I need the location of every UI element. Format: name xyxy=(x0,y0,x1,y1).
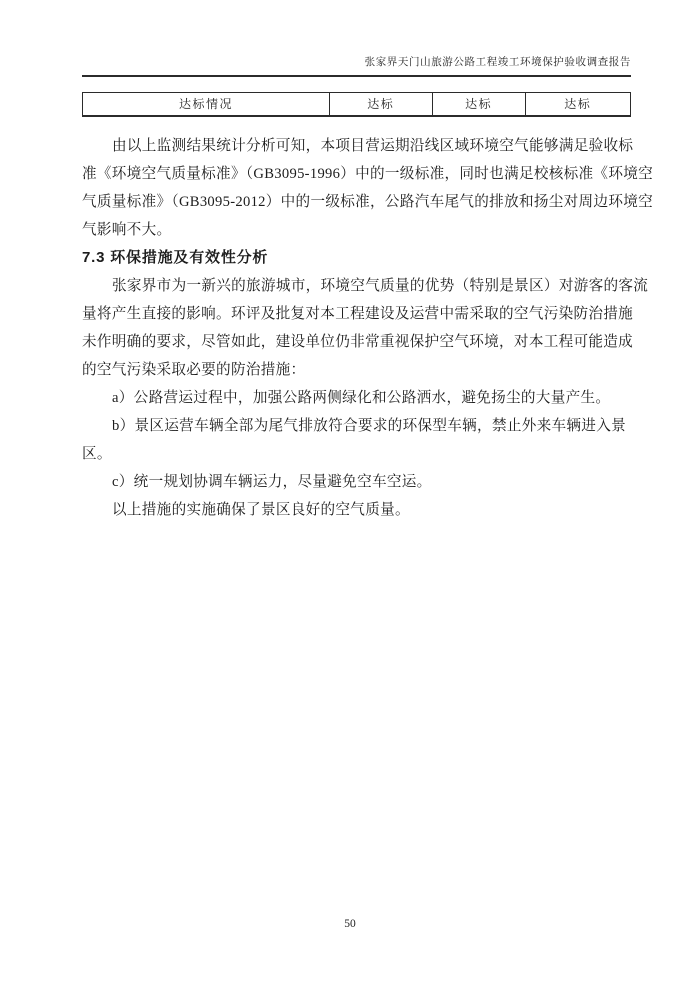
table-cell-result-1: 达标 xyxy=(329,93,432,117)
paragraph-line: 准《环境空气质量标准》（GB3095-1996）中的一级标准，同时也满足校核标准《环境空 xyxy=(82,166,654,182)
running-header-title: 张家界天门山旅游公路工程竣工环境保护验收调查报告 xyxy=(364,57,631,68)
table-row xyxy=(83,93,631,117)
table-cell-status-label: 达标情况 xyxy=(83,93,330,117)
page-number: 50 xyxy=(344,918,356,930)
paragraph-line: 的空气污染采取必要的防治措施： xyxy=(82,362,306,378)
table-cell-result-3: 达标 xyxy=(525,93,630,117)
list-item-c: c）统一规划协调车辆运力，尽量避免空车空运。 xyxy=(112,474,432,490)
paragraph-line: 气影响不大。 xyxy=(82,222,172,238)
running-header xyxy=(82,54,631,77)
section-heading: 7.3 环保措施及有效性分析 xyxy=(82,249,269,266)
paragraph-line: 未作明确的要求，尽管如此，建设单位仍非常重视保护空气环境，对本工程可能造成 xyxy=(82,334,634,350)
paragraph-line: 张家界市为一新兴的旅游城市，环境空气质量的优势（特别是景区）对游客的客流 xyxy=(112,278,649,294)
paragraph-line: 气质量标准》（GB3095-2012）中的一级标准，公路汽车尾气的排放和扬尘对周边环境空 xyxy=(82,194,654,210)
list-item-b-continuation: 区。 xyxy=(82,446,112,462)
page-footer xyxy=(0,918,700,930)
table-cell-result-2: 达标 xyxy=(432,93,525,117)
compliance-table xyxy=(82,92,631,117)
paragraph-line: 量将产生直接的影响。环评及批复对本工程建设及运营中需采取的空气污染防治措施 xyxy=(82,306,634,322)
closing-line: 以上措施的实施确保了景区良好的空气质量。 xyxy=(112,502,410,518)
paragraph-line: 由以上监测结果统计分析可知，本项目营运期沿线区域环境空气能够满足验收标 xyxy=(112,138,634,154)
document-body xyxy=(82,132,654,524)
list-item-b: b）景区运营车辆全部为尾气排放符合要求的环保型车辆，禁止外来车辆进入景 xyxy=(112,418,626,434)
list-item-a: a）公路营运过程中，加强公路两侧绿化和公路洒水，避免扬尘的大量产生。 xyxy=(112,390,611,406)
